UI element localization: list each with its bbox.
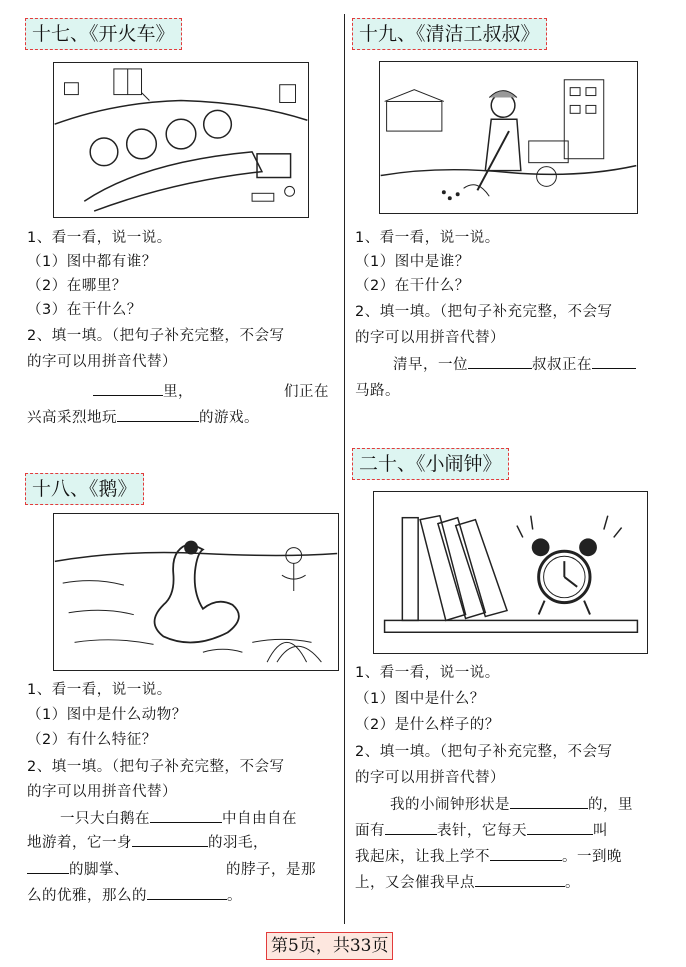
s18-sub-2: （2）有什么特征？ — [27, 732, 157, 748]
s19-blank-2[interactable] — [592, 354, 636, 369]
s17-fill-line-1: 里， — [93, 381, 193, 403]
s19-question-1: 1、看一看，说一说。 — [355, 230, 500, 246]
s19-fill-line-2: 马路。 — [355, 383, 400, 399]
s19-sub-2: （2）在干什么？ — [355, 278, 470, 294]
s18-question-2-cont: 的字可以用拼音代替） — [27, 784, 177, 800]
s20-question-1: 1、看一看，说一说。 — [355, 665, 500, 681]
s19-blank-1[interactable] — [468, 354, 532, 369]
s17-question-1: 1、看一看，说一说。 — [27, 230, 172, 246]
section-18-picture — [53, 513, 339, 671]
s20-fill-line-1: 我的小闹钟形状是 的，里 — [390, 794, 633, 816]
s19-question-2-cont: 的字可以用拼音代替） — [355, 330, 505, 346]
street-cleaner-illustration — [380, 62, 637, 213]
s17-sub-2: （2）在哪里？ — [27, 278, 127, 294]
s18-blank-4[interactable] — [147, 885, 227, 900]
s20-blank-2[interactable] — [385, 820, 437, 835]
s18-fill-line-3: 的脚掌、 — [27, 859, 129, 881]
s20-blank-3[interactable] — [527, 820, 593, 835]
s17-question-2-cont: 的字可以用拼音代替） — [27, 354, 177, 370]
s17-sub-1: （1）图中都有谁？ — [27, 254, 157, 270]
page-number: 第5页，共33页 — [266, 932, 393, 960]
kids-train-illustration — [54, 63, 308, 217]
section-17-title: 十七、《开火车》 — [25, 18, 182, 50]
s20-sub-2: （2）是什么样子的？ — [355, 717, 500, 733]
s17-sub-3: （3）在干什么？ — [27, 302, 142, 318]
column-divider — [344, 14, 345, 924]
s17-question-2: 2、填一填。（把句子补充完整，不会写 — [27, 328, 285, 344]
section-18-title: 十八、《鹅》 — [25, 473, 144, 505]
s18-blank-3[interactable] — [27, 859, 69, 874]
s17-fill-men: 们正在 — [284, 384, 329, 400]
goose-illustration — [54, 514, 338, 670]
s20-sub-1: （1）图中是什么？ — [355, 691, 485, 707]
s19-fill-line-1: 清早，一位 叔叔正在 — [393, 354, 636, 376]
s18-fill-line-4: 么的优雅，那么的 。 — [27, 885, 242, 907]
s20-fill-line-2: 面有 表针，它每天 叫 — [355, 820, 608, 842]
section-17-picture — [53, 62, 309, 218]
s20-fill-line-4: 上，又会催我早点 。 — [355, 872, 580, 894]
s20-fill-line-3: 我起床，让我上学不 。一到晚 — [355, 846, 622, 868]
s18-blank-1[interactable] — [150, 808, 222, 823]
s18-sub-1: （1）图中是什么动物？ — [27, 707, 187, 723]
s18-question-1: 1、看一看，说一说。 — [27, 682, 172, 698]
s19-question-2: 2、填一填。（把句子补充完整，不会写 — [355, 304, 613, 320]
s20-question-2: 2、填一填。（把句子补充完整，不会写 — [355, 744, 613, 760]
alarm-clock-illustration — [374, 492, 647, 653]
s20-question-2-cont: 的字可以用拼音代替） — [355, 770, 505, 786]
s17-blank-2[interactable] — [117, 407, 199, 422]
s18-blank-2[interactable] — [132, 832, 208, 847]
s18-fill-line-1: 一只大白鹅在 中自由自在 — [60, 808, 297, 830]
s20-blank-1[interactable] — [510, 794, 588, 809]
s18-fill-line-2: 地游着，它一身 的羽毛， — [27, 832, 268, 854]
s18-fill-line-3b: 的脖子，是那 — [226, 862, 316, 878]
section-19-title: 十九、《清洁工叔叔》 — [352, 18, 547, 50]
section-20-title: 二十、《小闹钟》 — [352, 448, 509, 480]
section-19-picture — [379, 61, 638, 214]
s17-blank-1[interactable] — [93, 381, 163, 396]
s17-fill-line-2: 兴高采烈地玩 的游戏。 — [27, 407, 259, 429]
s19-sub-1: （1）图中是谁？ — [355, 254, 470, 270]
s20-blank-4[interactable] — [490, 846, 562, 861]
s20-blank-5[interactable] — [475, 872, 565, 887]
section-20-picture — [373, 491, 648, 654]
s18-question-2: 2、填一填。（把句子补充完整，不会写 — [27, 759, 285, 775]
